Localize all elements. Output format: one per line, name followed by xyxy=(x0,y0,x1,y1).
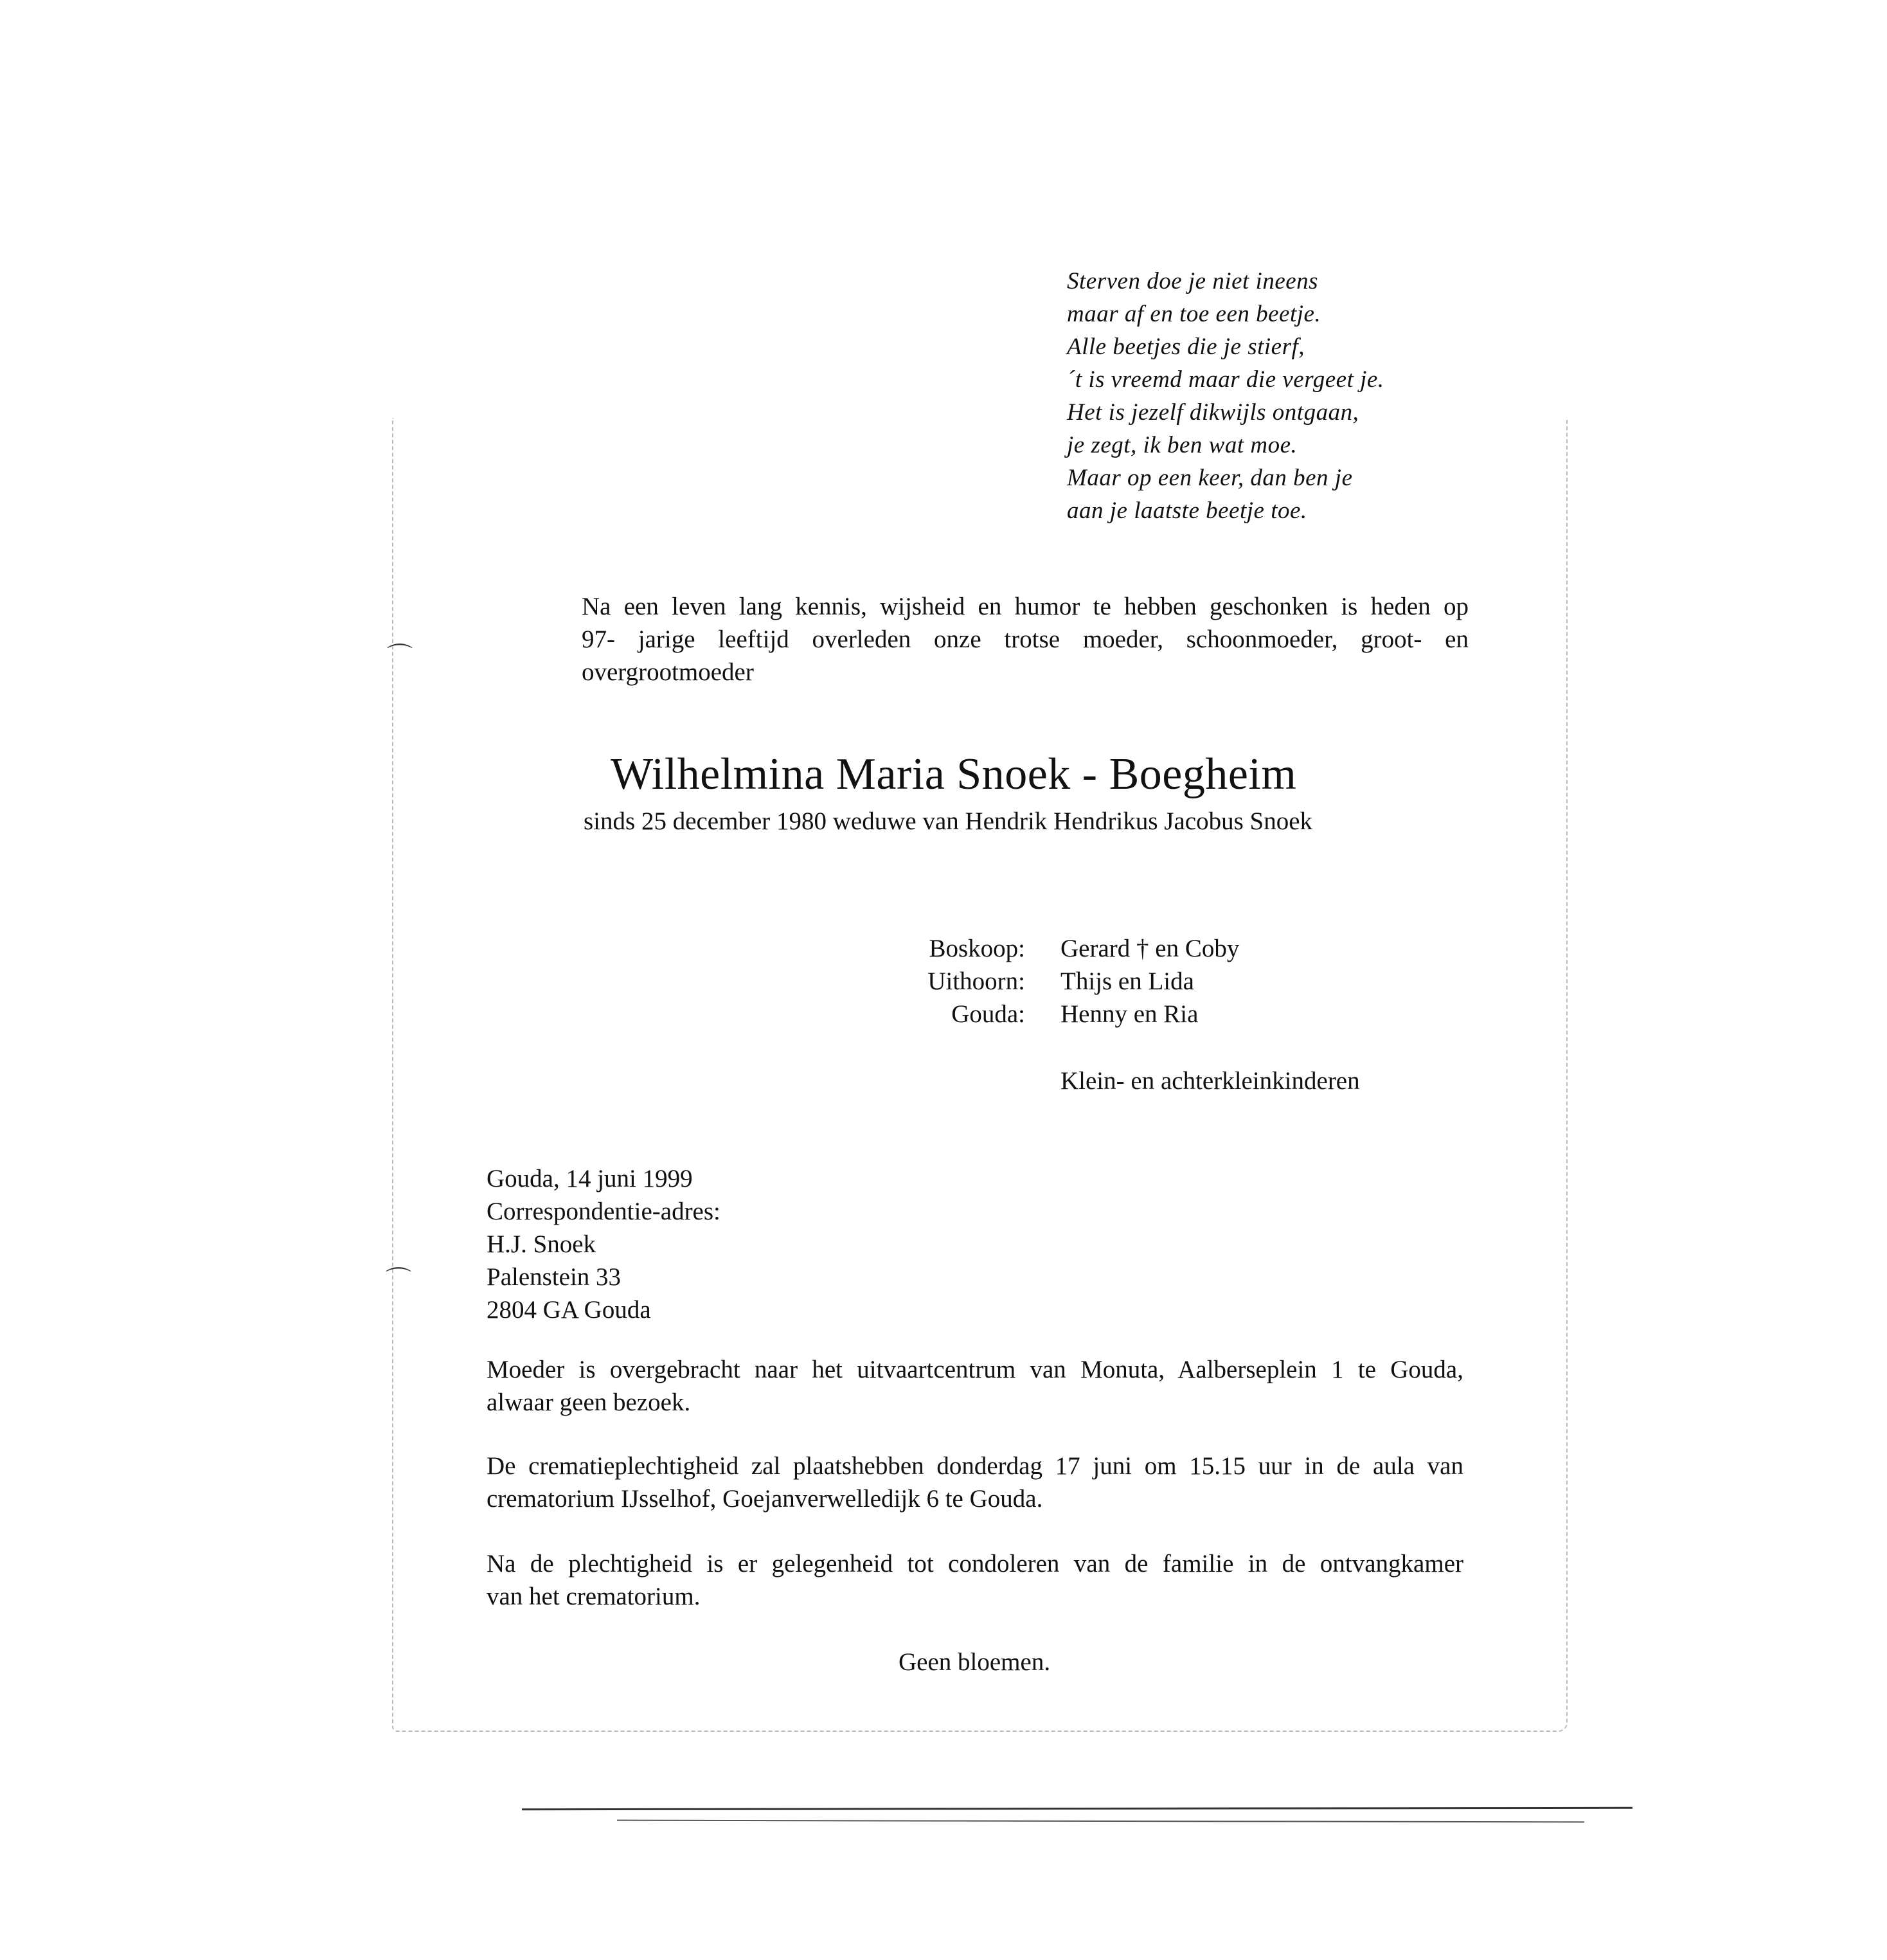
paragraph-line: De crematieplechtigheid zal plaatshebben donderdag 17 juni om 15.15 uur in de aula van xyxy=(487,1452,1463,1480)
poem-line: Het is jezelf dikwijls ontgaan, xyxy=(1067,399,1359,426)
deceased-name: Wilhelmina Maria Snoek - Boegheim xyxy=(611,750,1297,799)
address-line: 2804 GA Gouda xyxy=(487,1296,651,1324)
paragraph-line: Na de plechtigheid is er gelegenheid tot condoleren van de familie in de ontvangkamer xyxy=(487,1550,1463,1578)
poem xyxy=(1067,265,1384,527)
poem-line: je zegt, ik ben wat moe. xyxy=(1067,432,1298,458)
correspondence-address xyxy=(487,1162,720,1326)
poem-line: maar af en toe een beetje. xyxy=(1067,301,1321,327)
family-names: Gerard † en Coby xyxy=(1060,935,1240,962)
cremation-paragraph xyxy=(487,1450,1463,1515)
address-line: H.J. Snoek xyxy=(487,1230,596,1258)
poem-line: ´t is vreemd maar die vergeet je. xyxy=(1067,366,1384,393)
address-line: Correspondentie-adres: xyxy=(487,1198,720,1225)
no-flowers-note: Geen bloemen. xyxy=(899,1648,1051,1676)
family-names: Henny en Ria xyxy=(1060,1000,1199,1028)
hole-punch-mark: ⌒ xyxy=(387,642,413,672)
grandchildren-line: Klein- en achterkleinkinderen xyxy=(1060,1067,1360,1095)
family-list xyxy=(881,932,1239,1030)
paragraph-line: alwaar geen bezoek. xyxy=(487,1389,691,1416)
widow-line: sinds 25 december 1980 weduwe van Hendrik Hendrikus Jacobus Snoek xyxy=(584,807,1313,835)
poem-line: Maar op een keer, dan ben je xyxy=(1067,465,1353,491)
page-edge-line xyxy=(617,1820,1584,1823)
announcement-intro xyxy=(582,590,1469,688)
address-line: Palenstein 33 xyxy=(487,1263,622,1291)
paragraph-line: van het crematorium. xyxy=(487,1583,701,1610)
family-place: Uithoorn: xyxy=(927,967,1025,995)
address-line: Gouda, 14 juni 1999 xyxy=(487,1165,693,1192)
transfer-paragraph xyxy=(487,1353,1463,1419)
poem-line: Sterven doe je niet ineens xyxy=(1067,268,1319,294)
poem-line: Alle beetjes die je stierf, xyxy=(1067,334,1305,360)
family-place: Boskoop: xyxy=(929,935,1025,962)
paragraph-line: Moeder is overgebracht naar het uitvaartcentrum van Monuta, Aalberseplein 1 te Gouda, xyxy=(487,1356,1463,1383)
intro-line: 97- jarige leeftijd overleden onze trotse moeder, schoonmoeder, groot- en xyxy=(582,625,1469,653)
intro-line: overgrootmoeder xyxy=(582,658,754,686)
family-place: Gouda: xyxy=(951,1000,1025,1028)
condolence-paragraph xyxy=(487,1547,1463,1613)
paragraph-line: crematorium IJsselhof, Goejanverwelledijk 6 te Gouda. xyxy=(487,1485,1043,1513)
hole-punch-mark: ⌒ xyxy=(386,1266,411,1295)
family-row xyxy=(881,932,1239,965)
family-names: Thijs en Lida xyxy=(1060,967,1194,995)
family-row xyxy=(881,965,1239,998)
page-edge-line xyxy=(522,1807,1632,1810)
family-row xyxy=(881,998,1239,1030)
intro-line: Na een leven lang kennis, wijsheid en humor te hebben geschonken is heden op xyxy=(582,593,1469,620)
poem-line: aan je laatste beetje toe. xyxy=(1067,498,1307,524)
